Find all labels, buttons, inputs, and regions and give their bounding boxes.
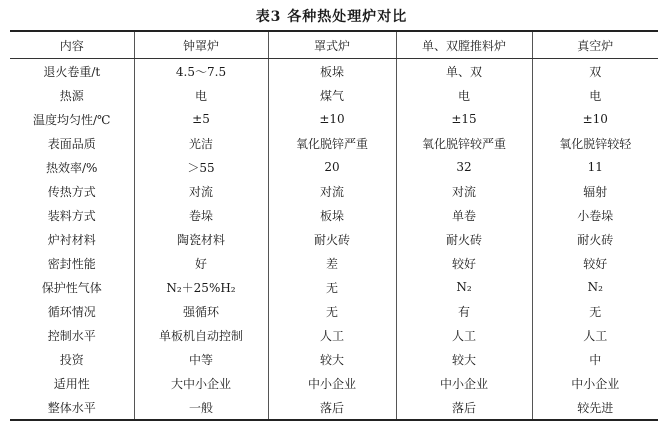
table-cell: 陶瓷材料 bbox=[134, 227, 268, 251]
table-cell: 单板机自动控制 bbox=[134, 323, 268, 347]
table-cell: 中小企业 bbox=[268, 371, 396, 395]
table-cell: ±5 bbox=[134, 107, 268, 131]
table-row bbox=[10, 155, 658, 179]
table-cell: ＞55 bbox=[134, 155, 268, 179]
table-cell: 较大 bbox=[396, 347, 532, 371]
table-row bbox=[10, 227, 658, 251]
table-cell: 落后 bbox=[268, 395, 396, 420]
table-cell: 板垛 bbox=[268, 203, 396, 227]
table-cell: 耐火砖 bbox=[268, 227, 396, 251]
table-cell: N₂ bbox=[396, 275, 532, 299]
table-cell: N₂＋25%H₂ bbox=[134, 275, 268, 299]
table-cell: 中 bbox=[589, 352, 602, 367]
row-label-cell: 温度均匀性/℃ bbox=[10, 107, 134, 131]
table-cell: 无 bbox=[589, 304, 602, 319]
row-label-cell: 投资 bbox=[10, 347, 134, 371]
row-label-cell: 密封性能 bbox=[10, 251, 134, 275]
table-cell: 较好 bbox=[396, 251, 532, 275]
table-row bbox=[10, 371, 658, 395]
table-cell: 中小企业 bbox=[396, 371, 532, 395]
table-cell: 耐火砖 bbox=[396, 227, 532, 251]
table-cell: 氧化脱锌严重 bbox=[268, 131, 396, 155]
table-cell: 中等 bbox=[134, 347, 268, 371]
row-label-cell: 炉衬材料 bbox=[10, 227, 134, 251]
table-cell: 双 bbox=[589, 64, 602, 79]
table-cell: 无 bbox=[268, 299, 396, 323]
header-cell: 内容 bbox=[10, 31, 134, 59]
row-label-cell: 退火卷重/t bbox=[10, 59, 134, 84]
table-cell: 单卷 bbox=[396, 203, 532, 227]
table-cell: 辐射 bbox=[583, 184, 608, 199]
table-cell: ±15 bbox=[396, 107, 532, 131]
table-row bbox=[10, 59, 658, 84]
table-cell: 电 bbox=[134, 83, 268, 107]
table-cell: 强循环 bbox=[134, 299, 268, 323]
table-row bbox=[10, 347, 658, 371]
table-cell: N₂ bbox=[587, 280, 603, 294]
table-row bbox=[10, 395, 658, 420]
table-row bbox=[10, 323, 658, 347]
table-title: 表3 各种热处理炉对比 bbox=[255, 9, 408, 25]
table-cell: 光洁 bbox=[134, 131, 268, 155]
header-cell: 真空炉 bbox=[532, 31, 658, 59]
table-cell: 氧化脱锌较轻 bbox=[559, 136, 632, 151]
table-row bbox=[10, 299, 658, 323]
table-cell: 电 bbox=[589, 88, 602, 103]
table-row bbox=[10, 275, 658, 299]
row-label-cell: 控制水平 bbox=[10, 323, 134, 347]
comparison-table bbox=[10, 30, 658, 421]
table-cell: 对流 bbox=[396, 179, 532, 203]
row-label-cell: 表面品质 bbox=[10, 131, 134, 155]
table-cell: 有 bbox=[396, 299, 532, 323]
table-cell: 人工 bbox=[396, 323, 532, 347]
table-cell: 煤气 bbox=[268, 83, 396, 107]
table-cell: 无 bbox=[268, 275, 396, 299]
table-row bbox=[10, 131, 658, 155]
table-cell: 较好 bbox=[583, 256, 608, 271]
table-cell: 电 bbox=[396, 83, 532, 107]
table-cell: 落后 bbox=[396, 395, 532, 420]
table-cell: ±10 bbox=[268, 107, 396, 131]
table-cell: 11 bbox=[587, 160, 603, 174]
table-cell: 单、双 bbox=[396, 59, 532, 84]
table-row bbox=[10, 83, 658, 107]
table-cell: 32 bbox=[396, 155, 532, 179]
table-cell: 20 bbox=[268, 155, 396, 179]
table-cell: 板垛 bbox=[268, 59, 396, 84]
table-row bbox=[10, 179, 658, 203]
header-cell: 罩式炉 bbox=[268, 31, 396, 59]
table-cell: 对流 bbox=[134, 179, 268, 203]
table-cell: 中小企业 bbox=[571, 376, 620, 391]
table-body bbox=[10, 59, 658, 421]
table-row bbox=[10, 251, 658, 275]
row-label-cell: 热源 bbox=[10, 83, 134, 107]
table-cell: 4.5～7.5 bbox=[134, 59, 268, 84]
table-cell: ±10 bbox=[582, 112, 608, 126]
table-cell: 一般 bbox=[134, 395, 268, 420]
row-label-cell: 传热方式 bbox=[10, 179, 134, 203]
row-label-cell: 装料方式 bbox=[10, 203, 134, 227]
row-label-cell: 热效率/% bbox=[10, 155, 134, 179]
table-cell: 氧化脱锌较严重 bbox=[396, 131, 532, 155]
table-cell: 卷垛 bbox=[134, 203, 268, 227]
header-row bbox=[10, 31, 658, 59]
row-label-cell: 整体水平 bbox=[10, 395, 134, 420]
table-cell: 对流 bbox=[268, 179, 396, 203]
table-cell: 差 bbox=[268, 251, 396, 275]
table-cell: 较大 bbox=[268, 347, 396, 371]
table-cell: 较先进 bbox=[577, 400, 614, 415]
row-label-cell: 保护性气体 bbox=[10, 275, 134, 299]
table-cell: 耐火砖 bbox=[577, 232, 614, 247]
table-row bbox=[10, 203, 658, 227]
table-cell: 人工 bbox=[583, 328, 608, 343]
table-cell: 好 bbox=[134, 251, 268, 275]
row-label-cell: 循环情况 bbox=[10, 299, 134, 323]
header-cell: 单、双膛推料炉 bbox=[396, 31, 532, 59]
table-cell: 大中小企业 bbox=[134, 371, 268, 395]
table-cell: 人工 bbox=[268, 323, 396, 347]
table-cell: 小卷垛 bbox=[577, 208, 614, 223]
row-label-cell: 适用性 bbox=[10, 371, 134, 395]
header-cell: 钟罩炉 bbox=[134, 31, 268, 59]
table-row bbox=[10, 107, 658, 131]
